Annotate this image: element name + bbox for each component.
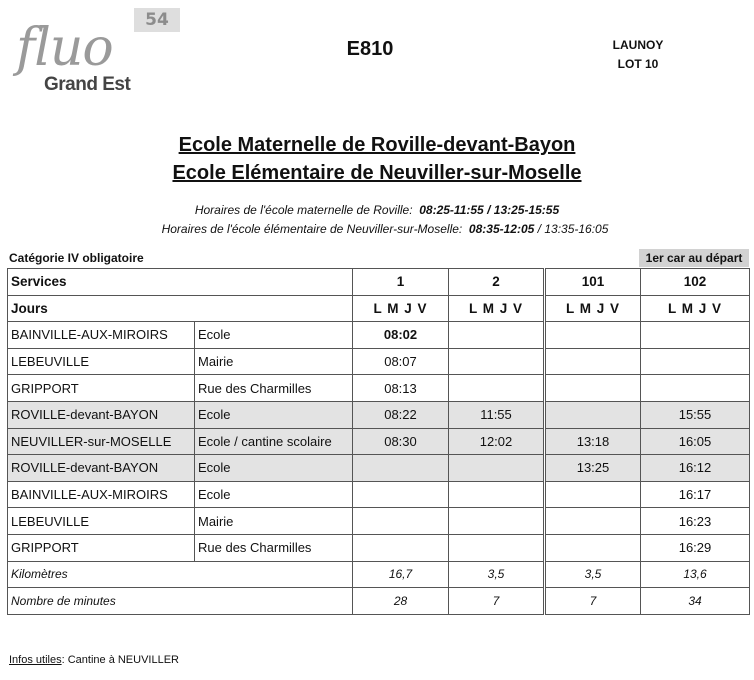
stop-row <box>8 534 750 561</box>
kilometres-value: 3,5 <box>449 561 545 588</box>
departure-time: 11:55 <box>449 401 545 428</box>
kilometres-value: 16,7 <box>353 561 449 588</box>
operator-name: LAUNOY <box>612 38 664 52</box>
departure-time <box>449 455 545 482</box>
info-note: Infos utiles: Cantine à NEUVILLER <box>9 654 179 666</box>
departure-time <box>353 534 449 561</box>
departure-time: 12:02 <box>449 428 545 455</box>
service-days: L M J V <box>641 295 750 322</box>
days-label: Jours <box>8 295 353 322</box>
schedule-elementaire <box>8 222 754 236</box>
commune-name: BAINVILLE-AUX-MIROIRS <box>8 481 195 508</box>
stop-name: Ecole / cantine scolaire <box>195 428 353 455</box>
commune-name: GRIPPORT <box>8 375 195 402</box>
kilometres-value: 13,6 <box>641 561 750 588</box>
service-number: 1 <box>353 269 449 296</box>
school-title-elementaire: Ecole Elémentaire de Neuviller-sur-Moselle <box>172 162 582 184</box>
schedule-maternelle-am: 08:25-11:55 <box>419 203 484 217</box>
schedule-maternelle-pm: 13:25-15:55 <box>493 203 560 217</box>
departure-time <box>545 481 641 508</box>
service-days: L M J V <box>353 295 449 322</box>
stop-name: Rue des Charmilles <box>195 534 353 561</box>
schedule-separator: / <box>487 203 491 217</box>
category-label: Catégorie IV obligatoire <box>9 251 144 265</box>
stop-row <box>8 481 750 508</box>
minutes-value: 7 <box>545 588 641 615</box>
departure-time: 08:22 <box>353 401 449 428</box>
departure-time: 08:02 <box>353 322 449 349</box>
departure-time: 16:23 <box>641 508 750 535</box>
operator-block <box>590 36 686 74</box>
departure-time: 08:07 <box>353 348 449 375</box>
stop-row <box>8 508 750 535</box>
info-text: Cantine à NEUVILLER <box>67 654 179 666</box>
service-number: 102 <box>641 269 750 296</box>
stop-row <box>8 375 750 402</box>
kilometres-row <box>8 561 750 588</box>
logo-region: Grand Est <box>44 74 131 95</box>
departure-time <box>353 481 449 508</box>
commune-name: NEUVILLER-sur-MOSELLE <box>8 428 195 455</box>
commune-name: ROVILLE-devant-BAYON <box>8 455 195 482</box>
stop-name: Mairie <box>195 508 353 535</box>
fluo-grand-est-logo <box>8 6 178 101</box>
services-header-row <box>8 269 750 296</box>
departure-time <box>545 508 641 535</box>
departure-time: 13:25 <box>545 455 641 482</box>
commune-name: LEBEUVILLE <box>8 348 195 375</box>
stop-name: Ecole <box>195 322 353 349</box>
commune-name: GRIPPORT <box>8 534 195 561</box>
kilometres-label: Kilomètres <box>8 561 353 588</box>
schedule-elementaire-am: 08:35-12:05 <box>468 222 535 236</box>
departure-time: 16:05 <box>641 428 750 455</box>
stop-name: Ecole <box>195 481 353 508</box>
departure-time <box>545 534 641 561</box>
commune-name: LEBEUVILLE <box>8 508 195 535</box>
departure-time <box>353 455 449 482</box>
stop-row <box>8 401 750 428</box>
departure-time: 16:12 <box>641 455 750 482</box>
kilometres-value: 3,5 <box>545 561 641 588</box>
departure-time <box>641 322 750 349</box>
departure-time <box>641 348 750 375</box>
schedule-elementaire-label: Horaires de l'école élémentaire de Neuviller-sur-Moselle: <box>161 222 463 236</box>
departure-time <box>449 508 545 535</box>
stop-row <box>8 455 750 482</box>
info-label: Infos utiles <box>9 654 62 666</box>
operator-lot: LOT 10 <box>617 57 659 71</box>
commune-name: ROVILLE-devant-BAYON <box>8 401 195 428</box>
days-row <box>8 295 750 322</box>
stop-row <box>8 322 750 349</box>
departure-time: 16:17 <box>641 481 750 508</box>
minutes-value: 28 <box>353 588 449 615</box>
stop-name: Ecole <box>195 401 353 428</box>
minutes-value: 34 <box>641 588 750 615</box>
timetable <box>7 268 750 615</box>
departure-time: 15:55 <box>641 401 750 428</box>
departure-time: 08:13 <box>353 375 449 402</box>
stop-name: Rue des Charmilles <box>195 375 353 402</box>
departure-time <box>449 375 545 402</box>
departure-time <box>545 322 641 349</box>
stop-name: Ecole <box>195 455 353 482</box>
schedule-maternelle-label: Horaires de l'école maternelle de Roville: <box>194 203 413 217</box>
service-days: L M J V <box>545 295 641 322</box>
service-number: 101 <box>545 269 641 296</box>
departure-time: 08:30 <box>353 428 449 455</box>
service-number: 2 <box>449 269 545 296</box>
departure-time <box>449 348 545 375</box>
stop-name: Mairie <box>195 348 353 375</box>
logo-department-number: 54 <box>134 8 180 32</box>
schedule-separator: / <box>537 222 541 236</box>
departure-time <box>545 348 641 375</box>
minutes-value: 7 <box>449 588 545 615</box>
logo-wordmark: fluo <box>16 18 113 78</box>
stop-row <box>8 428 750 455</box>
minutes-label: Nombre de minutes <box>8 588 353 615</box>
services-label: Services <box>8 269 353 296</box>
departure-time: 13:18 <box>545 428 641 455</box>
departure-time <box>641 375 750 402</box>
departure-time <box>545 375 641 402</box>
departure-time: 16:29 <box>641 534 750 561</box>
school-title-maternelle: Ecole Maternelle de Roville-devant-Bayon <box>178 134 576 156</box>
line-code: E810 <box>346 38 394 60</box>
departure-time <box>353 508 449 535</box>
stop-row <box>8 348 750 375</box>
departure-time <box>449 534 545 561</box>
service-days: L M J V <box>449 295 545 322</box>
commune-name: BAINVILLE-AUX-MIROIRS <box>8 322 195 349</box>
schedule-elementaire-pm: 13:35-16:05 <box>544 222 609 236</box>
minutes-row <box>8 588 750 615</box>
departure-time <box>449 322 545 349</box>
departure-time <box>545 401 641 428</box>
departure-time <box>449 481 545 508</box>
first-car-note: 1er car au départ <box>639 249 749 267</box>
schedule-maternelle <box>0 203 754 217</box>
